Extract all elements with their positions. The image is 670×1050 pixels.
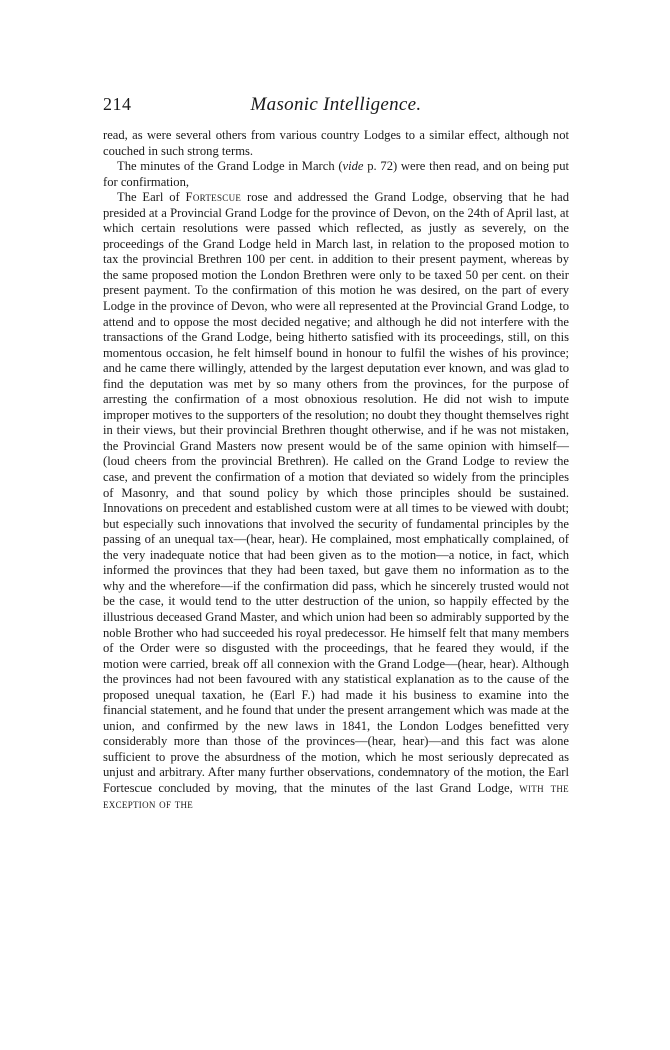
text-run: vide xyxy=(342,159,364,174)
text-run: Fortescue xyxy=(185,190,242,205)
text-run: The minutes of the Grand Lodge in March ( xyxy=(117,159,343,174)
running-title: Masonic Intelligence. xyxy=(250,94,422,115)
paragraph-3 xyxy=(103,190,569,812)
text-run: read, as were several others from various country Lodges to a similar effect, although not couched in such strong terms. xyxy=(103,128,569,158)
page-header xyxy=(103,94,569,118)
text-run: p. 72) were then read, and on being put for confirmation, xyxy=(103,159,569,189)
page xyxy=(103,94,569,812)
body-text xyxy=(103,128,569,812)
paragraph-1 xyxy=(103,128,569,159)
text-run: The Earl of xyxy=(117,190,186,205)
page-number: 214 xyxy=(103,94,132,114)
text-run: rose and addressed the Grand Lodge, observing that he had presided at a Provincial Grand Lodge for the province of Devon, on the 24th of April last, at which certain resolutions were passed which reflected, as justly as severely, on the proceedings of the Grand Lodge held in March last, in relation to the proposed motion to tax the provincial Brethren 100 per cent. in addition to their present payment, whereas by the same proposed motion the London Brethren were only to be taxed 50 per cent. on their present payment. To the confirmation of this motion he was desired, on the part of every Lodge in the province of Devon, who were all represented at the Provincial Grand Lodge, to attend and to oppose the most decided negative; and although he did not interfere with the transactions of the Grand Lodge, being hitherto satisfied with its proceedings, still, on this momentous occasion, he felt himself bound in honour to fulfil the wishes of his province; and he came there willingly, attended by the largest deputation ever known, and was glad to find the deputation was met by so many others from the provinces, for the purpose of arresting the confirmation of a most obnoxious resolution. He did not wish to impute improper motives to the supporters of the resolution; no doubt they thought themselves right in their views, but their provincial Brethren thought otherwise, and if he was not mistaken, the Provincial Grand Masters now present would be of the same opinion with himself—(loud cheers from the provincial Brethren). He called on the Grand Lodge to review the case, and prevent the confirmation of a motion that deviated so widely from the principles of Masonry, and that sound policy by which those principles should be sustained. Innovations on precedent and established custom were at all times to be viewed with doubt; but especially such innovations that involved the security of fundamental principles by the passing of an unequal tax—(hear, hear). He complained, most emphatically complained, of the very inadequate notice that had been given as to the motion—a notice, in fact, which informed the provinces that they had been taxed, but gave them no information as to the why and the wherefore—if the confirmation did pass, which he sincerely trusted would not be the case, it would tend to the utter destruction of the union, so happily effected by the illustrious deceased Grand Master, and which union had been so admirably supported by the noble Brother who had succeeded his royal predecessor. He himself felt that many members of the Order were so disgusted with the proceedings, that he feared they would, if the motion were carried, break off all connexion with the Grand Lodge—(hear, hear). Although the provinces had not been favoured with any statistical explanation as to the cause of the proposed unequal taxation, he (Earl F.) had made it his business to examine into the financial statement, and he found that under the present arrangement which was made at the union, and confirmed by the new laws in 1841, the London Lodges benefitted very considerably more than those of the provinces—(hear, hear)—and this fact was alone sufficient to prove the absurdness of the motion, which he most seriously deprecated as unjust and arbitrary. After many further observations, condemnatory of the motion, the Earl Fortescue concluded by moving, that the minutes of the last Grand Lodge, xyxy=(103,190,570,795)
text-run: with the exception of the xyxy=(103,780,569,811)
paragraph-2 xyxy=(103,159,569,190)
